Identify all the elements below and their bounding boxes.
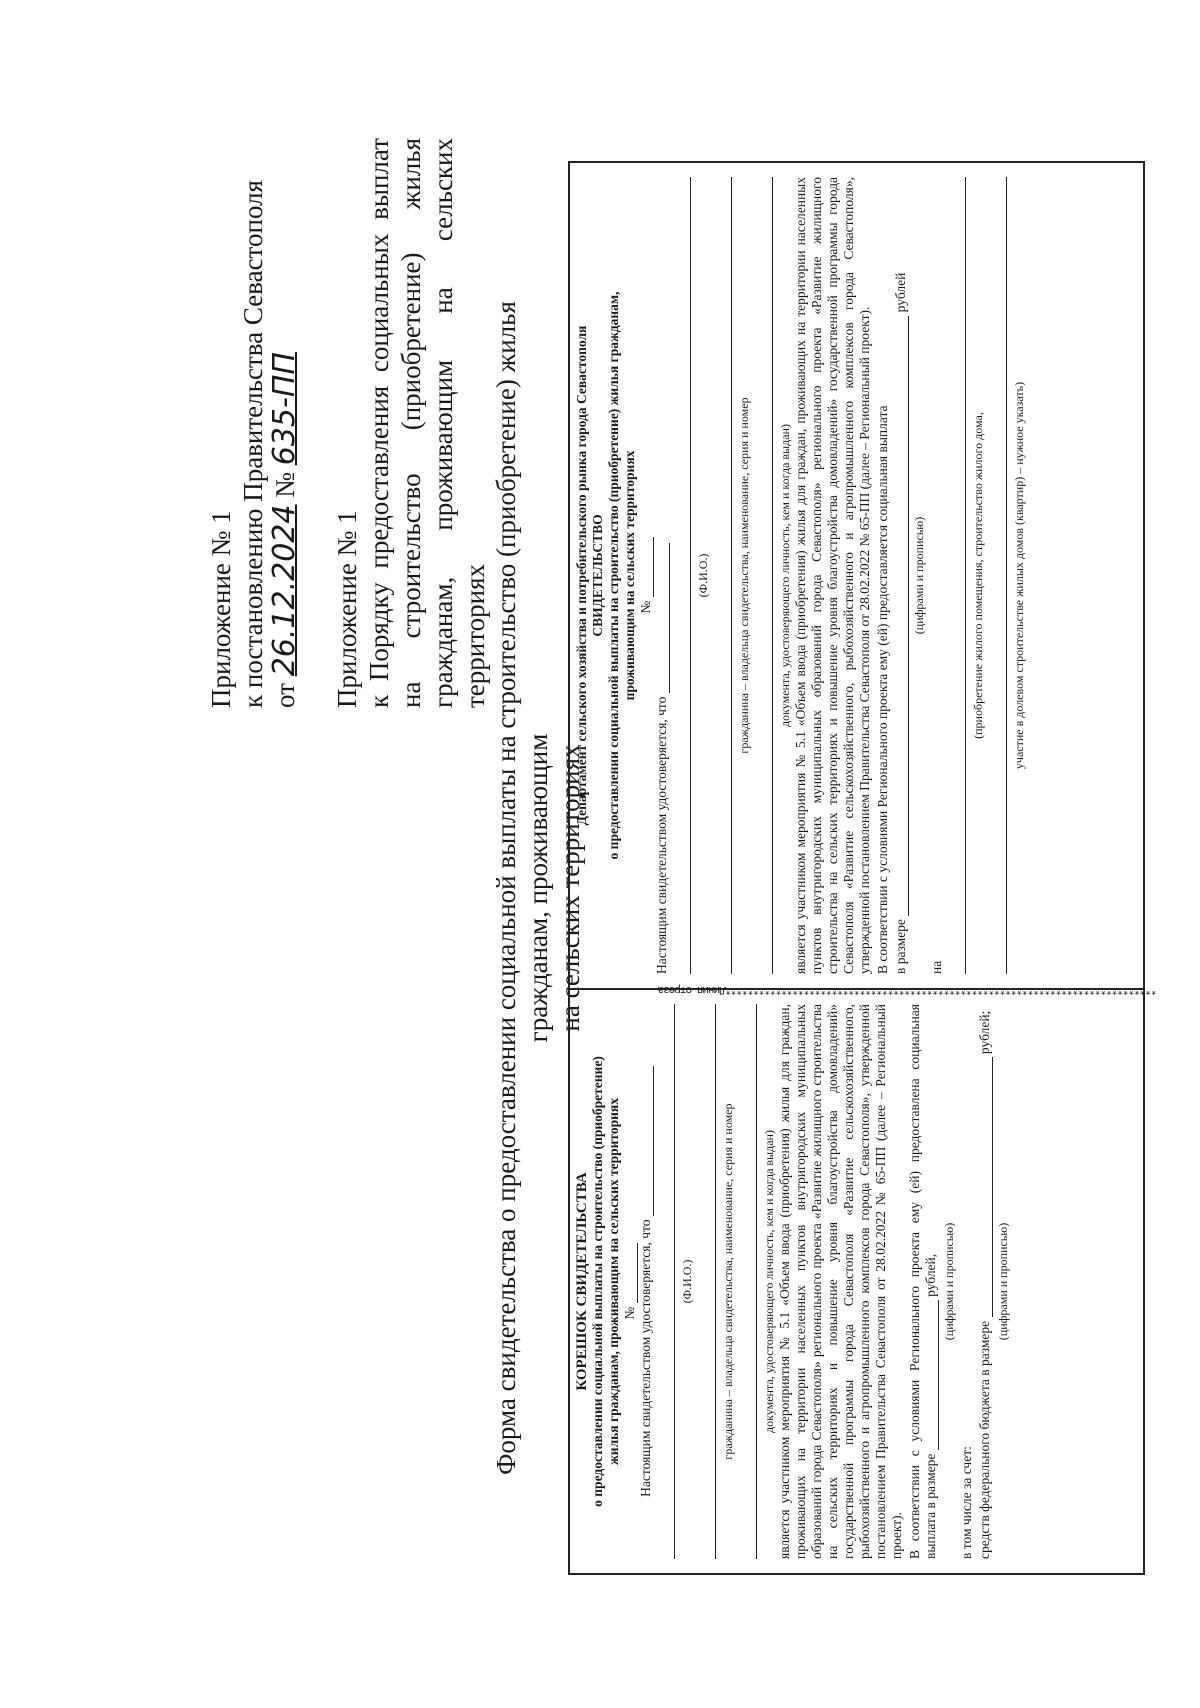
stub-number (622, 1004, 638, 1559)
purpose-caption: (приобретение жилого помещения, строительство жилого дома, (971, 412, 985, 739)
cert-body: является участником мероприятия № 5.1 «Объем ввода (приобретения) жилья для граждан, проживающих на территории населенных пунктов внутригородских муниципальных образований города Севастополя» регионального проекта «Развитие жилищного строительства на сельских территориях и повышение уровня благоустройства домовладений» государственной программы города Севастополя «Развитие сельскохозяйственного, рыбохозяйственного и агропромышленного комплексов города Севастополя», утвержденной постановлением Правительства Севастополя от 28.02.2022 № 65-ПП (далее – Региональный проект). (793, 177, 872, 974)
incl-text: в том числе за счет: (959, 1446, 974, 1559)
cert-na-row (929, 177, 945, 974)
rub-text: рублей (893, 272, 908, 313)
cert-dept: Департамент сельского хозяйства и потребительского рынка города Севастополя (574, 325, 589, 826)
fill-line[interactable] (990, 177, 1007, 974)
amount-field[interactable] (896, 316, 909, 916)
number-sign: № (622, 1306, 637, 1320)
accordance-text: В соответствии с условиями Регионального проекта ему (ей) предоставлена социальная выплата в размере (907, 1004, 938, 1559)
amount-caption: (цифрами и прописью) (942, 1222, 956, 1341)
federal-row (977, 1004, 993, 1559)
cert-subheading: проживающим на сельских территориях (622, 450, 637, 701)
name-field[interactable] (657, 543, 670, 693)
cert-certifies (654, 177, 670, 974)
cert-size-row (893, 177, 909, 974)
fill-line[interactable] (658, 1004, 675, 1559)
cert-heading: СВИДЕТЕЛЬСТВО (590, 514, 605, 637)
size-text: в размере (893, 919, 908, 974)
stub-subheading: жилья гражданам, проживающим на сельских территориях (606, 1098, 621, 1465)
number-field[interactable] (641, 537, 654, 597)
fill-line[interactable] (740, 1004, 757, 1559)
certifies-text: Настоящим свидетельством удостоверяется, что (638, 1219, 653, 1497)
fio-caption: (Ф.И.О.) (680, 1259, 694, 1304)
na-text: на (929, 960, 944, 974)
handwritten-number: 635-ПП (267, 352, 302, 466)
fill-line[interactable] (715, 177, 732, 974)
fill-line[interactable] (756, 177, 773, 974)
amount-caption: (цифрами и прописью) (996, 1222, 1010, 1341)
annex-line: Приложение № 1 (332, 510, 362, 708)
annex-line: к постановлению Правительства Севастополя (238, 180, 268, 708)
rub-text: рублей; (977, 1010, 992, 1055)
annex-line: к Порядку предоставления социальных выплат (364, 138, 394, 708)
stub-subheading: о предоставлении социальной выплаты на строительство (приобретение) (590, 1056, 605, 1507)
form-title-line: на сельских территориях (555, 744, 585, 1032)
cert-subheading: о предоставлении социальной выплаты на строительство (приобретение) жилья гражданам, (606, 291, 621, 860)
name-field[interactable] (641, 1066, 654, 1216)
annex-line: Приложение № 1 (206, 510, 236, 708)
stub-panel (570, 988, 1143, 1573)
amount-field[interactable] (926, 1300, 939, 1450)
annex-prefix: от (270, 683, 300, 708)
amount-caption: (цифрами и прописью) (912, 516, 926, 635)
federal-text: средств федерального бюджета в размере (977, 1320, 992, 1559)
annex-block (205, 138, 491, 708)
fio-caption: (Ф.И.О.) (696, 553, 710, 598)
fill-line[interactable] (699, 1004, 716, 1559)
cut-label: *****************************************************************************Линия отреза (658, 983, 1157, 995)
fill-line[interactable] (674, 177, 691, 974)
annex-line: на строительство (приобретение) жилья (396, 138, 426, 708)
stub-accordance (907, 1004, 939, 1559)
number-sign: № (638, 600, 653, 614)
annex-line: территориях (460, 563, 490, 708)
number-field[interactable] (625, 1243, 638, 1303)
federal-amount-field[interactable] (980, 1057, 993, 1317)
holder-caption: гражданина – владельца свидетельства, наименование, серия и номер (721, 1103, 735, 1460)
stub-body: является участником мероприятия № 5.1 «Объем ввода (приобретения) жилья для граждан, проживающих на территории населенных пунктов внутригородских муниципальных образований города Севастополя» регионального проекта «Развитие жилищного строительства на сельских территориях и повышение уровня благоустройства домовладений» государственной программы города Севастополя «Развитие сельскохозяйственного, рыбохозяйственного и агропромышленного комплексов города Севастополя», утвержденной постановлением Правительства Севастополя от 28.02.2022 № 65-ПП (далее – Региональный проект). (777, 1004, 904, 1559)
rub-text: рублей, (923, 1253, 938, 1297)
fill-line[interactable] (949, 177, 966, 974)
annex-line: гражданам, проживающим на сельских (428, 138, 458, 708)
cert-accordance: В соответствии с условиями Регионального проекта ему (ей) предоставляется социальная выплата (875, 405, 890, 974)
certificate-panel (570, 163, 1143, 988)
stub-certifies (638, 1004, 654, 1559)
handwritten-date: 26.12.2024 (267, 504, 302, 677)
cert-number (638, 177, 654, 974)
certificate-frame (568, 161, 1157, 1575)
form-title-line: Форма свидетельства о предоставлении социальной выплаты на строительство (приобретение) жилья гражданам, проживающим (491, 301, 553, 1475)
doc-caption: документа, удостоверяющего личность, кем и когда выдан) (762, 1130, 776, 1433)
holder-caption: гражданина – владельца свидетельства, наименование, серия и номер (737, 397, 751, 754)
stub-heading: КОРЕШОК СВИДЕТЕЛЬСТВА (574, 1172, 590, 1391)
certifies-text: Настоящим свидетельством удостоверяется, что (654, 696, 669, 974)
purpose-caption: участие в долевом строительстве жилых домов (квартир) – нужное указать) (1012, 381, 1026, 770)
doc-caption: документа, удостоверяющего личность, кем и когда выдан) (778, 424, 792, 727)
annex-number-sign: № (270, 472, 300, 498)
annex-date-line (269, 138, 301, 708)
